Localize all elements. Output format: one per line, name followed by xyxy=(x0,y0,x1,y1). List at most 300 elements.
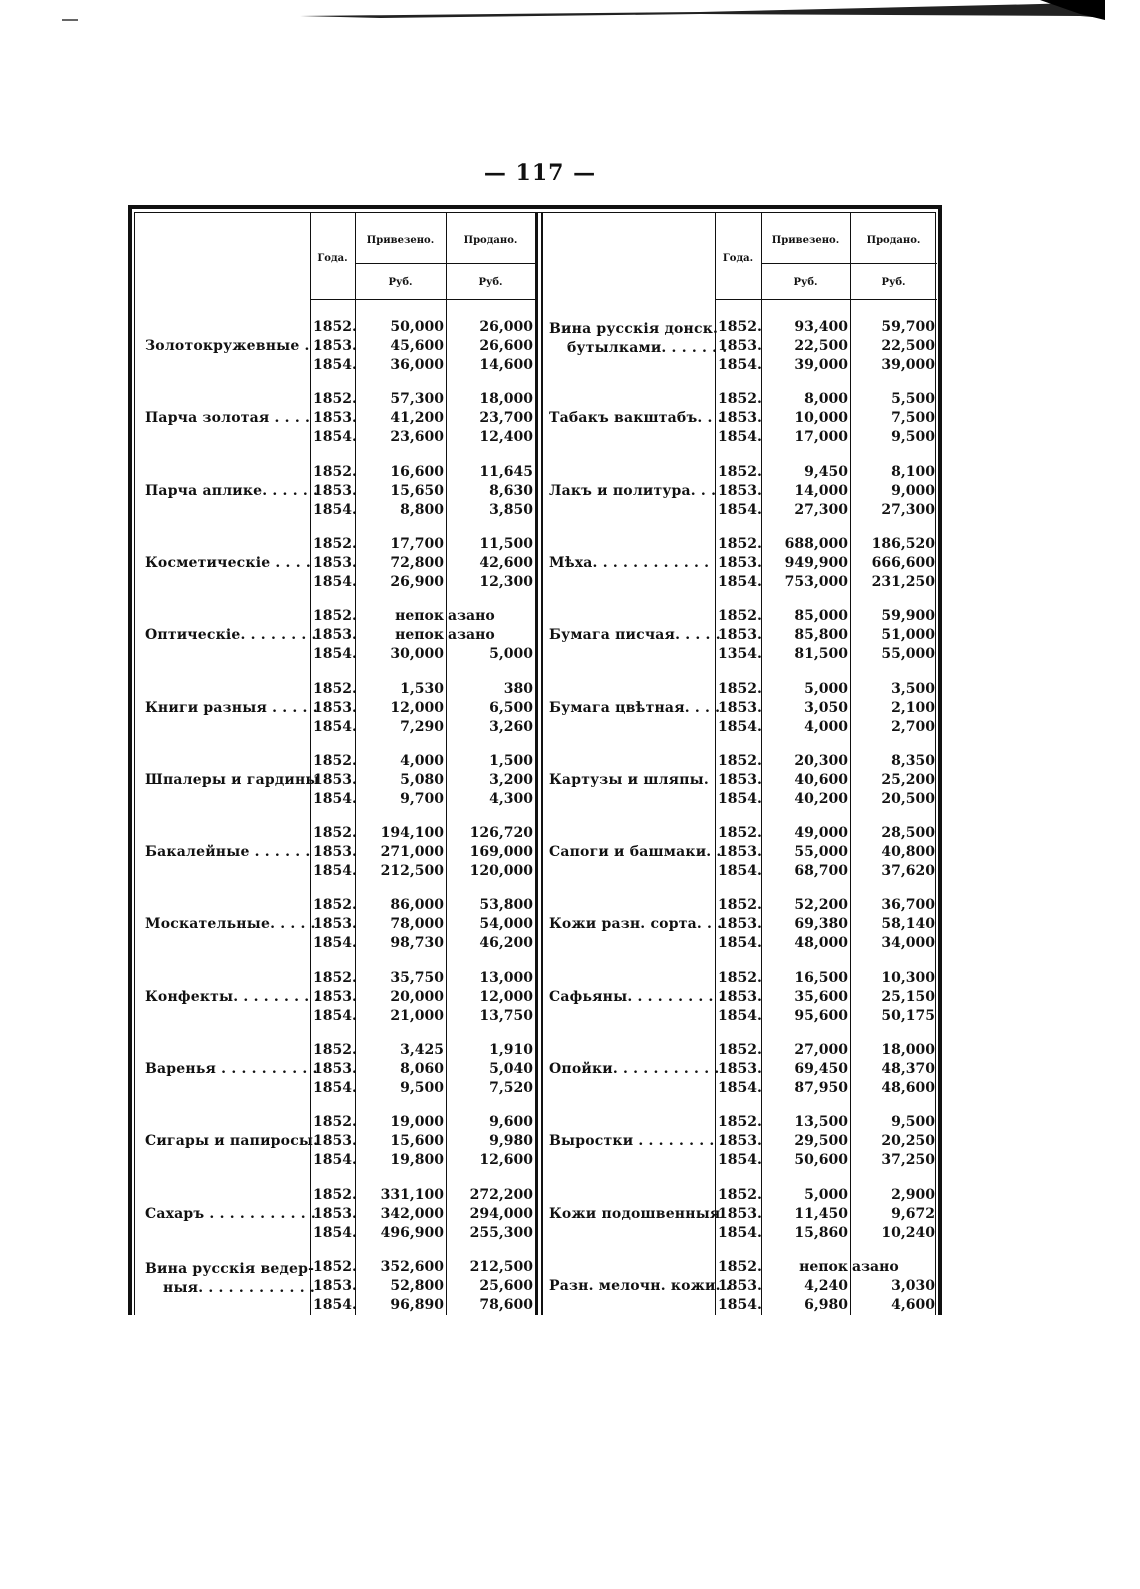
sold-cell: 11,500 xyxy=(479,535,533,552)
item-name: Шпалеры и гардины xyxy=(145,771,320,788)
header-rule xyxy=(355,263,535,264)
sold-cell: 2,700 xyxy=(891,718,935,735)
year-cell: 1852. xyxy=(313,752,357,769)
sold-cell: 59,700 xyxy=(881,319,935,335)
sold-cell: 1,500 xyxy=(489,752,533,769)
year-cell: 1853. xyxy=(718,338,762,354)
sold-cell: 272,200 xyxy=(469,1186,533,1203)
year-cell: 1854. xyxy=(313,429,357,446)
imported-cell: 10,000 xyxy=(794,410,848,427)
year-cell: 1852. xyxy=(718,825,762,842)
year-cell: 1852. xyxy=(718,969,762,986)
item-name: Оптическіе. . . . . . . . xyxy=(145,627,317,644)
sold-cell: 120,000 xyxy=(469,863,533,880)
sold-cell: 25,150 xyxy=(881,988,935,1005)
year-cell: 1853. xyxy=(313,627,357,644)
imported-cell: 95,600 xyxy=(794,1007,848,1024)
imported-cell: 35,750 xyxy=(390,969,444,986)
header-unit-imported: Руб. xyxy=(793,277,818,288)
imported-cell: 342,000 xyxy=(380,1205,444,1222)
year-cell: 1854. xyxy=(313,1224,357,1241)
imported-cell: 81,500 xyxy=(794,646,848,663)
sold-cell: 13,000 xyxy=(479,969,533,986)
sold-cell: 14,600 xyxy=(479,357,533,373)
year-cell: 1853. xyxy=(718,410,762,427)
sold-cell: 42,600 xyxy=(479,554,533,571)
imported-cell: 15,650 xyxy=(390,482,444,499)
imported-cell: 23,600 xyxy=(390,429,444,446)
sold-cell: 11,645 xyxy=(479,463,533,480)
year-cell: 1853. xyxy=(718,1061,762,1077)
imported-cell: 496,900 xyxy=(380,1224,444,1241)
sold-cell: 53,800 xyxy=(479,897,533,914)
imported-cell: 50,000 xyxy=(390,319,444,335)
scan-artifact-top-edge xyxy=(0,0,1140,30)
year-cell: 1854. xyxy=(718,1152,762,1169)
imported-cell: 27,300 xyxy=(794,501,848,518)
item-name: Табакъ вакштабъ. . . xyxy=(549,410,723,427)
imported-cell: 12,000 xyxy=(390,699,444,716)
imported-cell: 36,000 xyxy=(390,357,444,373)
sold-cell: 51,000 xyxy=(881,627,935,644)
item-name: Сафьяны. . . . . . . . . . xyxy=(549,988,724,1005)
year-cell: 1853. xyxy=(718,482,762,499)
center-double-rule xyxy=(535,213,543,1315)
imported-cell: 4,000 xyxy=(804,718,848,735)
sold-cell: 294,000 xyxy=(469,1205,533,1222)
year-cell: 1853. xyxy=(718,1205,762,1222)
year-cell: 1853. xyxy=(718,699,762,716)
imported-cell: 49,000 xyxy=(794,825,848,842)
imported-cell: 9,450 xyxy=(804,463,848,480)
table-right-half xyxy=(543,213,939,1315)
year-cell: 1853. xyxy=(313,771,357,788)
item-name-continued: бутылками. . . . . . . xyxy=(567,340,728,356)
sold-cell: 3,260 xyxy=(489,718,533,735)
imported-cell: 5,000 xyxy=(804,680,848,697)
imported-cell: 19,000 xyxy=(390,1114,444,1131)
item-name: Книги разныя . . . . . xyxy=(145,699,318,716)
year-cell: 1853. xyxy=(313,1133,357,1150)
imported-cell: 8,060 xyxy=(400,1061,444,1077)
table-left-half xyxy=(135,213,535,1315)
sold-cell: 1,910 xyxy=(489,1042,533,1058)
year-cell: 1852. xyxy=(313,463,357,480)
imported-cell: 1,530 xyxy=(400,680,444,697)
header-sold: Продано. xyxy=(866,235,921,246)
sold-cell: 78,600 xyxy=(479,1296,533,1313)
sold-cell: 7,520 xyxy=(489,1080,533,1096)
year-cell: 1854. xyxy=(718,935,762,952)
imported-cell: непок xyxy=(395,608,444,625)
sold-cell: 3,200 xyxy=(489,771,533,788)
imported-cell: 69,450 xyxy=(794,1061,848,1077)
imported-cell: 35,600 xyxy=(794,988,848,1005)
year-cell: 1853. xyxy=(718,627,762,644)
imported-cell: непок xyxy=(395,627,444,644)
sold-cell: 9,600 xyxy=(489,1114,533,1131)
sold-cell: 25,200 xyxy=(881,771,935,788)
sold-cell: 26,600 xyxy=(479,338,533,354)
imported-cell: непок xyxy=(799,1258,848,1275)
header-rule xyxy=(310,299,535,300)
imported-cell: 9,500 xyxy=(400,1080,444,1096)
sold-cell: 50,175 xyxy=(881,1007,935,1024)
item-name: Кожи подошвенныя. xyxy=(549,1205,726,1222)
year-cell: 1854. xyxy=(718,718,762,735)
sold-cell: 48,600 xyxy=(881,1080,935,1096)
imported-cell: 68,700 xyxy=(794,863,848,880)
sold-cell: 58,140 xyxy=(881,916,935,933)
sold-cell: 59,900 xyxy=(881,608,935,625)
sold-cell: 20,250 xyxy=(881,1133,935,1150)
sold-cell: 2,900 xyxy=(891,1186,935,1203)
item-name: Золотокружевные . . xyxy=(145,338,320,354)
column-rule xyxy=(715,213,716,1315)
year-cell: 1852. xyxy=(313,608,357,625)
item-name: Сахаръ . . . . . . . . . . . xyxy=(145,1205,316,1222)
header-unit-sold: Руб. xyxy=(881,277,906,288)
imported-cell: 85,800 xyxy=(794,627,848,644)
header-imported: Привезено. xyxy=(771,235,840,246)
item-name: Москательные. . . . . xyxy=(145,916,316,933)
item-name: Бумага писчая. . . . . xyxy=(549,627,721,644)
sold-cell: азано xyxy=(448,627,495,644)
year-cell: 1852. xyxy=(313,1042,357,1058)
year-cell: 1853. xyxy=(718,916,762,933)
year-cell: 1853. xyxy=(313,1205,357,1222)
sold-cell: 2,100 xyxy=(891,699,935,716)
imported-cell: 9,700 xyxy=(400,790,444,807)
year-cell: 1854. xyxy=(718,1224,762,1241)
sold-cell: 9,000 xyxy=(891,482,935,499)
year-cell: 1854. xyxy=(313,1296,357,1313)
page-number: — 117 — xyxy=(483,160,597,186)
sold-cell: 48,370 xyxy=(881,1061,935,1077)
sold-cell: 39,000 xyxy=(881,357,935,373)
item-name: Выростки . . . . . . . . . xyxy=(549,1133,725,1150)
sold-cell: 126,720 xyxy=(469,825,533,842)
item-name-continued: ныя. . . . . . . . . . . . xyxy=(163,1279,315,1296)
sold-cell: 23,700 xyxy=(479,410,533,427)
item-name: Варенья . . . . . . . . . . xyxy=(145,1061,318,1077)
item-name: Лакъ и политура. . . xyxy=(549,482,717,499)
sold-cell: 55,000 xyxy=(881,646,935,663)
item-name: Вина русскія донск. xyxy=(549,321,719,337)
imported-cell: 69,380 xyxy=(794,916,848,933)
year-cell: 1854. xyxy=(718,573,762,590)
year-cell: 1852. xyxy=(718,1258,762,1275)
imported-cell: 352,600 xyxy=(380,1258,444,1275)
year-cell: 1854. xyxy=(313,790,357,807)
year-cell: 1852. xyxy=(313,969,357,986)
year-cell: 1854. xyxy=(718,501,762,518)
sold-cell: 186,520 xyxy=(871,535,935,552)
sold-cell: 5,500 xyxy=(891,391,935,408)
imported-cell: 13,500 xyxy=(794,1114,848,1131)
sold-cell: 27,300 xyxy=(881,501,935,518)
item-name: Бумага цвѣтная. . . . xyxy=(549,699,721,716)
year-cell: 1854. xyxy=(313,863,357,880)
sold-cell: 255,300 xyxy=(469,1224,533,1241)
header-years: Года. xyxy=(317,253,348,264)
sold-cell: 9,500 xyxy=(891,429,935,446)
imported-cell: 29,500 xyxy=(794,1133,848,1150)
imported-cell: 194,100 xyxy=(380,825,444,842)
imported-cell: 57,300 xyxy=(390,391,444,408)
year-cell: 1852. xyxy=(718,1042,762,1058)
sold-cell: 46,200 xyxy=(479,935,533,952)
imported-cell: 5,080 xyxy=(400,771,444,788)
imported-cell: 8,800 xyxy=(400,501,444,518)
year-cell: 1854. xyxy=(313,1007,357,1024)
year-cell: 1853. xyxy=(313,699,357,716)
item-name: Косметическіе . . . . . xyxy=(145,554,322,571)
year-cell: 1854. xyxy=(718,1007,762,1024)
imported-cell: 7,290 xyxy=(400,718,444,735)
item-name: Картузы и шляпы. xyxy=(549,771,709,788)
year-cell: 1853. xyxy=(313,1061,357,1077)
sold-cell: 9,980 xyxy=(489,1133,533,1150)
item-name: Разн. мелочн. кожи. . xyxy=(549,1277,731,1294)
imported-cell: 6,980 xyxy=(804,1296,848,1313)
item-name: Парча аплике. . . . . . xyxy=(145,482,319,499)
year-cell: 1854. xyxy=(718,863,762,880)
year-cell: 1853. xyxy=(313,338,357,354)
imported-cell: 87,950 xyxy=(794,1080,848,1096)
year-cell: 1854. xyxy=(313,646,357,663)
year-cell: 1853. xyxy=(313,410,357,427)
year-cell: 1852. xyxy=(718,319,762,335)
year-cell: 1854. xyxy=(313,1080,357,1096)
header-years: Года. xyxy=(722,253,754,264)
sold-cell: 12,400 xyxy=(479,429,533,446)
sold-cell: 20,500 xyxy=(881,790,935,807)
sold-cell: 37,250 xyxy=(881,1152,935,1169)
year-cell: 1854. xyxy=(313,718,357,735)
year-cell: 1853. xyxy=(718,844,762,861)
year-cell: 1852. xyxy=(313,319,357,335)
year-cell: 1853. xyxy=(313,1277,357,1294)
year-cell: 1852. xyxy=(718,752,762,769)
sold-cell: 28,500 xyxy=(881,825,935,842)
year-cell: 1852. xyxy=(718,1114,762,1131)
item-name: Сапоги и башмаки. . xyxy=(549,844,722,861)
imported-cell: 212,500 xyxy=(380,863,444,880)
sold-cell: 3,500 xyxy=(891,680,935,697)
imported-cell: 3,050 xyxy=(804,699,848,716)
imported-cell: 96,890 xyxy=(390,1296,444,1313)
sold-cell: 169,000 xyxy=(469,844,533,861)
imported-cell: 26,900 xyxy=(390,573,444,590)
imported-cell: 19,800 xyxy=(390,1152,444,1169)
year-cell: 1854. xyxy=(718,429,762,446)
year-cell: 1853. xyxy=(313,554,357,571)
year-cell: 1854. xyxy=(313,501,357,518)
sold-cell: 7,500 xyxy=(891,410,935,427)
trade-statistics-table xyxy=(128,205,942,1315)
year-cell: 1854. xyxy=(718,790,762,807)
item-name: Мѣха. . . . . . . . . . . . xyxy=(549,554,710,571)
imported-cell: 22,500 xyxy=(794,338,848,354)
year-cell: 1854. xyxy=(313,357,357,373)
imported-cell: 17,000 xyxy=(794,429,848,446)
sold-cell: 3,850 xyxy=(489,501,533,518)
year-cell: 1854. xyxy=(313,1152,357,1169)
sold-cell: 36,700 xyxy=(881,897,935,914)
sold-cell: 10,240 xyxy=(881,1224,935,1241)
item-name: Парча золотая . . . . xyxy=(145,410,311,427)
imported-cell: 3,425 xyxy=(400,1042,444,1058)
imported-cell: 271,000 xyxy=(380,844,444,861)
sold-cell: 5,000 xyxy=(489,646,533,663)
imported-cell: 86,000 xyxy=(390,897,444,914)
sold-cell: 18,000 xyxy=(479,391,533,408)
imported-cell: 16,500 xyxy=(794,969,848,986)
year-cell: 1852. xyxy=(313,825,357,842)
year-cell: 1854. xyxy=(313,935,357,952)
sold-cell: 231,250 xyxy=(871,573,935,590)
item-name: Вина русскія ведер- xyxy=(145,1260,315,1277)
year-cell: 1852. xyxy=(718,1186,762,1203)
imported-cell: 949,900 xyxy=(784,554,848,571)
year-cell: 1852. xyxy=(718,391,762,408)
sold-cell: 4,300 xyxy=(489,790,533,807)
imported-cell: 52,800 xyxy=(390,1277,444,1294)
year-cell: 1852. xyxy=(718,897,762,914)
year-cell: 1852. xyxy=(313,897,357,914)
year-cell: 1852. xyxy=(718,535,762,552)
imported-cell: 48,000 xyxy=(794,935,848,952)
sold-cell: 12,600 xyxy=(479,1152,533,1169)
year-cell: 1852. xyxy=(313,680,357,697)
year-cell: 1853. xyxy=(718,1133,762,1150)
sold-cell: 6,500 xyxy=(489,699,533,716)
imported-cell: 15,600 xyxy=(390,1133,444,1150)
imported-cell: 45,600 xyxy=(390,338,444,354)
header-imported: Привезено. xyxy=(366,235,435,246)
sold-cell: 5,040 xyxy=(489,1061,533,1077)
sold-cell: 54,000 xyxy=(479,916,533,933)
year-cell: 1854. xyxy=(718,1080,762,1096)
sold-cell: 212,500 xyxy=(469,1258,533,1275)
imported-cell: 93,400 xyxy=(794,319,848,335)
imported-cell: 753,000 xyxy=(784,573,848,590)
imported-cell: 5,000 xyxy=(804,1186,848,1203)
year-cell: 1853. xyxy=(313,988,357,1005)
imported-cell: 27,000 xyxy=(794,1042,848,1058)
sold-cell: 22,500 xyxy=(881,338,935,354)
sold-cell: 8,350 xyxy=(891,752,935,769)
sold-cell: 380 xyxy=(503,680,533,697)
item-name: Сигары и папиросы. xyxy=(145,1133,319,1150)
year-cell: 1853. xyxy=(313,916,357,933)
imported-cell: 72,800 xyxy=(390,554,444,571)
header-rule xyxy=(761,263,937,264)
sold-cell: 9,500 xyxy=(891,1114,935,1131)
imported-cell: 14,000 xyxy=(794,482,848,499)
year-cell: 1852. xyxy=(718,463,762,480)
sold-cell: 40,800 xyxy=(881,844,935,861)
sold-cell: 37,620 xyxy=(881,863,935,880)
imported-cell: 30,000 xyxy=(390,646,444,663)
imported-cell: 16,600 xyxy=(390,463,444,480)
item-name: Конфекты. . . . . . . . . xyxy=(145,988,320,1005)
item-name: Опойки. . . . . . . . . . . xyxy=(549,1061,720,1077)
year-cell: 1853. xyxy=(313,482,357,499)
column-rule xyxy=(310,213,311,1315)
year-cell: 1854. xyxy=(718,357,762,373)
imported-cell: 17,700 xyxy=(390,535,444,552)
sold-cell: 9,672 xyxy=(891,1205,935,1222)
imported-cell: 40,200 xyxy=(794,790,848,807)
imported-cell: 39,000 xyxy=(794,357,848,373)
year-cell: 1852. xyxy=(313,391,357,408)
imported-cell: 21,000 xyxy=(390,1007,444,1024)
imported-cell: 78,000 xyxy=(390,916,444,933)
header-unit-imported: Руб. xyxy=(388,277,413,288)
imported-cell: 20,300 xyxy=(794,752,848,769)
imported-cell: 55,000 xyxy=(794,844,848,861)
year-cell: 1854. xyxy=(313,573,357,590)
sold-cell: азано xyxy=(448,608,495,625)
imported-cell: 85,000 xyxy=(794,608,848,625)
sold-cell: азано xyxy=(852,1258,899,1275)
sold-cell: 4,600 xyxy=(891,1296,935,1313)
year-cell: 1852. xyxy=(313,1258,357,1275)
header-unit-sold: Руб. xyxy=(478,277,503,288)
year-cell: 1853. xyxy=(718,1277,762,1294)
year-cell: 1852. xyxy=(313,535,357,552)
imported-cell: 98,730 xyxy=(390,935,444,952)
imported-cell: 688,000 xyxy=(784,535,848,552)
year-cell: 1852. xyxy=(313,1114,357,1131)
sold-cell: 18,000 xyxy=(881,1042,935,1058)
sold-cell: 666,600 xyxy=(871,554,935,571)
sold-cell: 8,630 xyxy=(489,482,533,499)
year-cell: 1852. xyxy=(718,608,762,625)
header-sold: Продано. xyxy=(463,235,518,246)
sold-cell: 10,300 xyxy=(881,969,935,986)
year-cell: 1854. xyxy=(718,1296,762,1313)
imported-cell: 4,000 xyxy=(400,752,444,769)
sold-cell: 26,000 xyxy=(479,319,533,335)
imported-cell: 20,000 xyxy=(390,988,444,1005)
year-cell: 1852. xyxy=(718,680,762,697)
imported-cell: 11,450 xyxy=(794,1205,848,1222)
sold-cell: 3,030 xyxy=(891,1277,935,1294)
year-cell: 1853. xyxy=(313,844,357,861)
imported-cell: 52,200 xyxy=(794,897,848,914)
year-cell: 1354. xyxy=(718,646,762,663)
item-name: Кожи разн. сорта. . . xyxy=(549,916,723,933)
sold-cell: 25,600 xyxy=(479,1277,533,1294)
imported-cell: 331,100 xyxy=(380,1186,444,1203)
item-name: Бакалейные . . . . . . . xyxy=(145,844,321,861)
imported-cell: 40,600 xyxy=(794,771,848,788)
sold-cell: 12,000 xyxy=(479,988,533,1005)
year-cell: 1853. xyxy=(718,988,762,1005)
imported-cell: 8,000 xyxy=(804,391,848,408)
sold-cell: 12,300 xyxy=(479,573,533,590)
year-cell: 1853. xyxy=(718,554,762,571)
imported-cell: 41,200 xyxy=(390,410,444,427)
imported-cell: 15,860 xyxy=(794,1224,848,1241)
sold-cell: 34,000 xyxy=(881,935,935,952)
imported-cell: 50,600 xyxy=(794,1152,848,1169)
sold-cell: 8,100 xyxy=(891,463,935,480)
imported-cell: 4,240 xyxy=(804,1277,848,1294)
